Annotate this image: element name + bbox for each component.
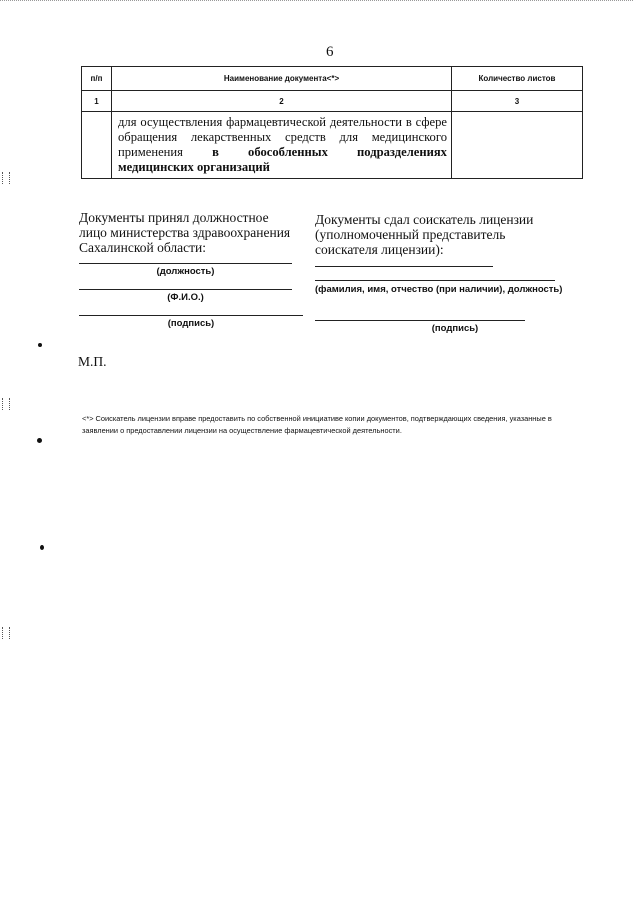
right-top-line <box>315 266 493 267</box>
submitted-by-text: Документы сдал соискатель лицензии (уполномоченный представитель соискателя лицензии): <box>315 212 534 257</box>
column-number-2: 2 <box>112 91 452 112</box>
header-document-name: Наименование документа<*> <box>112 67 452 91</box>
left-signature-line <box>79 315 303 316</box>
row-document-text <box>112 112 451 178</box>
full-name-caption: (Ф.И.О.) <box>167 292 204 303</box>
scan-speck <box>38 343 42 347</box>
column-number-3: 3 <box>452 91 583 112</box>
accepted-by-text: Документы принял должностное лицо министерства здравоохранения Сахалинской области: <box>79 210 291 255</box>
row-document-cell <box>112 112 452 179</box>
table-row <box>82 112 583 179</box>
row-number-cell <box>82 112 112 179</box>
binding-hole-mark <box>2 398 10 410</box>
documents-table <box>81 66 583 179</box>
scan-speck <box>40 545 44 550</box>
page-number: 6 <box>326 44 334 60</box>
binding-hole-mark <box>2 627 10 639</box>
right-name-caption: (фамилия, имя, отчество (при наличии), должность) <box>315 284 563 295</box>
table-header-row <box>82 67 583 91</box>
position-line <box>79 263 292 264</box>
row-sheet-count-cell <box>452 112 583 179</box>
binding-hole-mark <box>2 172 10 184</box>
right-signature-line <box>315 320 525 321</box>
row-text-bold: в обособленных подразделениях медицинских организаций <box>118 145 447 174</box>
left-signature-caption: (подпись) <box>167 318 215 329</box>
column-number-1: 1 <box>82 91 112 112</box>
position-caption: (должность) <box>156 266 215 277</box>
stamp-placeholder: М.П. <box>78 354 107 369</box>
table-column-numbers-row <box>82 91 583 112</box>
header-number: п/п <box>82 67 112 91</box>
right-name-line <box>315 280 555 281</box>
scan-speck <box>37 438 42 443</box>
scan-edge <box>0 0 633 1</box>
full-name-line <box>79 289 292 290</box>
footnote: <*> Соискатель лицензии вправе предоставить по собственной инициативе копии документов, подтверждающих сведения, указанные в заявлении о предоставлении лицензии на осуществление фармацевтической деятельности. <box>82 414 552 435</box>
row-text-regular: для осуществления фармацевтической деятельности в сфере обращения лекарственных средств для медицинского применения <box>118 115 447 159</box>
header-sheet-count: Количество листов <box>452 67 583 91</box>
right-signature-caption: (подпись) <box>431 323 479 334</box>
